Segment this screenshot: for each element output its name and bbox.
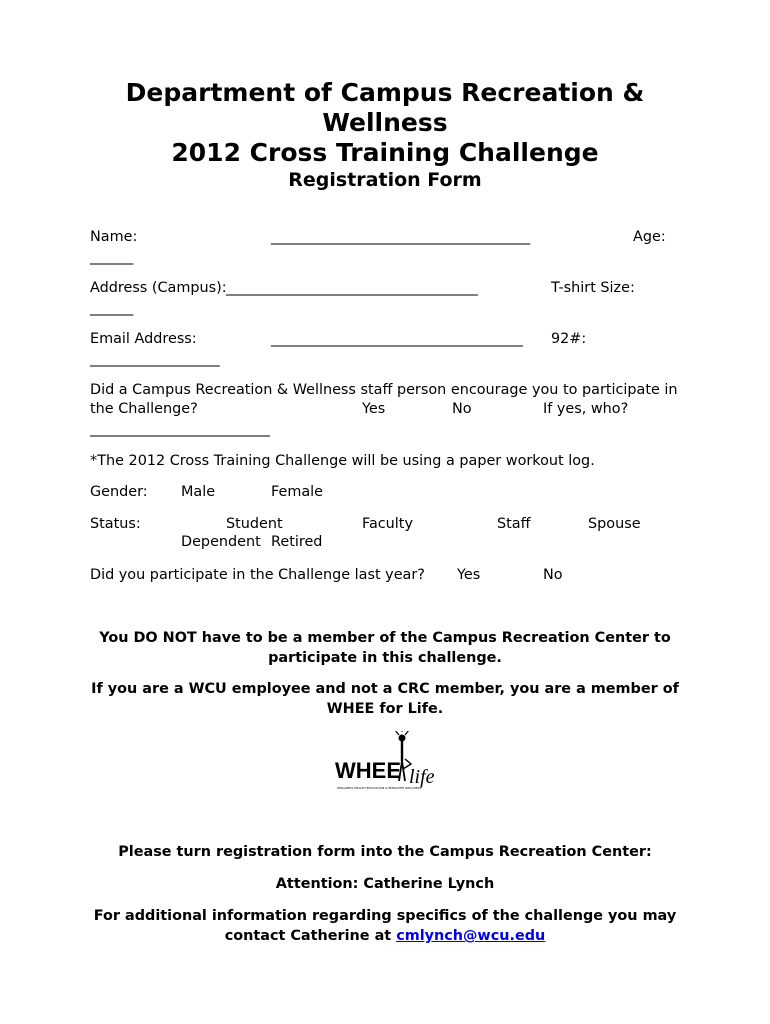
status-student-option[interactable]: Student xyxy=(226,516,283,532)
status-label: Status: xyxy=(90,516,141,532)
wcu-notice-line2: WHEE for Life. xyxy=(326,701,444,717)
encourage-question-cont: the Challenge? xyxy=(90,401,198,417)
contact-email-link[interactable]: cmlynch@wcu.edu xyxy=(396,928,546,944)
gender-label: Gender: xyxy=(90,484,148,500)
encourage-who-field[interactable]: _________________________ xyxy=(90,421,270,437)
age-label: Age: xyxy=(633,229,666,245)
form-subtitle: Registration Form xyxy=(288,169,482,191)
membership-notice-line1: You DO NOT have to be a member of the Campus Recreation Center to xyxy=(99,630,671,646)
page-title-line2: Wellness xyxy=(322,108,448,137)
info-line2 xyxy=(60,926,710,946)
last-year-yes-option[interactable]: Yes xyxy=(457,567,481,583)
encourage-who-label: If yes, who? xyxy=(543,401,629,417)
encourage-question: Did a Campus Recreation & Wellness staff person encourage you to participate in xyxy=(90,382,678,398)
address-field[interactable]: ___________________________________ xyxy=(226,280,478,296)
turn-in-instruction: Please turn registration form into the Campus Recreation Center: xyxy=(118,844,652,860)
status-staff-option[interactable]: Staff xyxy=(497,516,531,532)
gender-female-option[interactable]: Female xyxy=(271,484,324,500)
whee-logo-graphic xyxy=(333,731,439,795)
tshirt-field[interactable]: ______ xyxy=(90,300,134,316)
attention-line: Attention: Catherine Lynch xyxy=(275,876,495,892)
logo-script: life xyxy=(409,766,435,788)
status-dependent-option[interactable]: Dependent xyxy=(181,534,261,550)
email-field[interactable]: ___________________________________ xyxy=(271,331,523,347)
whee-for-life-logo xyxy=(333,731,439,795)
logo-tagline: WELLNESS HEALTH EDUCATION & EMPLOYEE WELLNESS xyxy=(337,786,422,790)
wcu-notice-line1: If you are a WCU employee and not a CRC member, you are a member of xyxy=(91,681,679,697)
logo-wordmark: WHEE xyxy=(335,758,401,783)
membership-notice-line2: participate in this challenge. xyxy=(268,650,502,666)
name-field[interactable]: ____________________________________ xyxy=(271,229,531,245)
id-field[interactable]: __________________ xyxy=(90,351,220,367)
status-spouse-option[interactable]: Spouse xyxy=(588,516,641,532)
page-title-line1: Department of Campus Recreation & xyxy=(125,78,645,107)
encourage-no-option[interactable]: No xyxy=(452,401,472,417)
gender-male-option[interactable]: Male xyxy=(181,484,216,500)
encourage-yes-option[interactable]: Yes xyxy=(362,401,386,417)
info-line2-prefix: contact Catherine at xyxy=(224,928,397,944)
age-field[interactable]: ______ xyxy=(90,249,134,265)
address-label: Address (Campus): xyxy=(90,280,227,296)
last-year-no-option[interactable]: No xyxy=(543,567,563,583)
workout-log-note: *The 2012 Cross Training Challenge will be using a paper workout log. xyxy=(90,453,595,469)
tshirt-label: T-shirt Size: xyxy=(551,280,635,296)
page-title-line3: 2012 Cross Training Challenge xyxy=(171,138,599,167)
id-label: 92#: xyxy=(551,331,587,347)
status-retired-option[interactable]: Retired xyxy=(271,534,323,550)
status-faculty-option[interactable]: Faculty xyxy=(362,516,413,532)
email-label: Email Address: xyxy=(90,331,197,347)
last-year-question: Did you participate in the Challenge last year? xyxy=(90,567,425,583)
info-line1: For additional information regarding specifics of the challenge you may xyxy=(93,908,677,924)
name-label: Name: xyxy=(90,229,138,245)
